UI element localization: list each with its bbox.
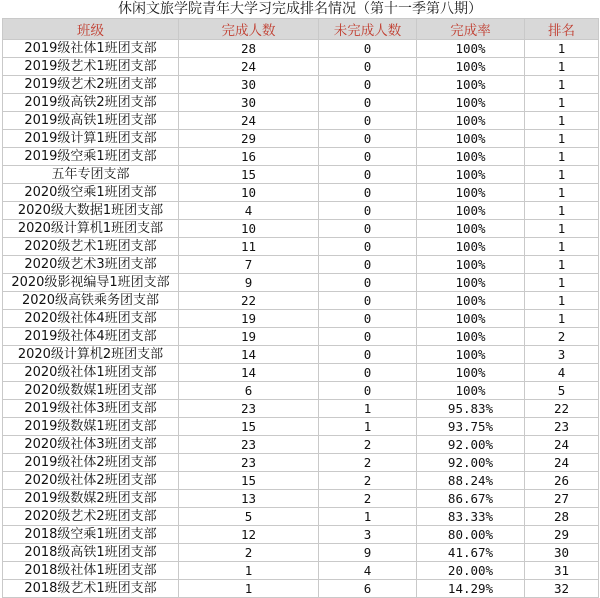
cell-rank[interactable]: 1	[525, 166, 599, 184]
cell-completed[interactable]: 30	[179, 76, 319, 94]
cell-rate[interactable]: 100%	[417, 94, 525, 112]
cell-rate[interactable]: 100%	[417, 76, 525, 94]
cell-rank[interactable]: 1	[525, 184, 599, 202]
header-rate[interactable]: 完成率	[417, 19, 525, 40]
table-row	[3, 148, 599, 166]
cell-completed[interactable]: 22	[179, 292, 319, 310]
table-row	[3, 274, 599, 292]
cell-completed[interactable]: 16	[179, 148, 319, 166]
table-row	[3, 94, 599, 112]
cell-rank[interactable]: 1	[525, 310, 599, 328]
table-row	[3, 382, 599, 400]
cell-not-completed[interactable]: 0	[319, 328, 417, 346]
cell-completed[interactable]: 12	[179, 526, 319, 544]
cell-completed[interactable]: 7	[179, 256, 319, 274]
header-completed[interactable]: 完成人数	[179, 19, 319, 40]
cell-rank[interactable]: 1	[525, 112, 599, 130]
cell-completed[interactable]: 14	[179, 364, 319, 382]
cell-completed[interactable]: 24	[179, 112, 319, 130]
cell-rate[interactable]: 86.67%	[417, 490, 525, 508]
cell-class[interactable]: 2020级影视编导1班团支部	[3, 274, 179, 292]
table-row	[3, 166, 599, 184]
table-row	[3, 400, 599, 418]
cell-class[interactable]: 2019级社体3班团支部	[3, 400, 179, 418]
table-row	[3, 292, 599, 310]
cell-rank[interactable]: 5	[525, 382, 599, 400]
cell-class[interactable]: 2020级高铁乘务团支部	[3, 292, 179, 310]
cell-class[interactable]: 2019级高铁1班团支部	[3, 112, 179, 130]
cell-class[interactable]: 2020级大数据1班团支部	[3, 202, 179, 220]
cell-rate[interactable]: 100%	[417, 238, 525, 256]
cell-completed[interactable]: 1	[179, 562, 319, 580]
cell-rank[interactable]: 1	[525, 202, 599, 220]
cell-not-completed[interactable]: 0	[319, 382, 417, 400]
table-row	[3, 436, 599, 454]
cell-rank[interactable]: 1	[525, 274, 599, 292]
header-not-completed[interactable]: 未完成人数	[319, 19, 417, 40]
cell-rate[interactable]: 100%	[417, 202, 525, 220]
cell-rate[interactable]: 92.00%	[417, 454, 525, 472]
table-row	[3, 562, 599, 580]
cell-not-completed[interactable]: 0	[319, 40, 417, 58]
ranking-table	[2, 18, 599, 598]
cell-rate[interactable]: 100%	[417, 256, 525, 274]
cell-completed[interactable]: 9	[179, 274, 319, 292]
cell-class[interactable]: 2020级计算机2班团支部	[3, 346, 179, 364]
cell-not-completed[interactable]: 0	[319, 76, 417, 94]
cell-completed[interactable]: 24	[179, 58, 319, 76]
table-row	[3, 76, 599, 94]
cell-rate[interactable]: 93.75%	[417, 418, 525, 436]
cell-rate[interactable]: 100%	[417, 310, 525, 328]
cell-not-completed[interactable]: 0	[319, 130, 417, 148]
cell-rate[interactable]: 14.29%	[417, 580, 525, 598]
table-row	[3, 238, 599, 256]
cell-rate[interactable]: 100%	[417, 328, 525, 346]
cell-rank[interactable]: 23	[525, 418, 599, 436]
table-row	[3, 508, 599, 526]
cell-rank[interactable]: 2	[525, 328, 599, 346]
cell-rate[interactable]: 100%	[417, 220, 525, 238]
cell-rate[interactable]: 88.24%	[417, 472, 525, 490]
cell-not-completed[interactable]: 0	[319, 202, 417, 220]
cell-not-completed[interactable]: 0	[319, 148, 417, 166]
cell-rate[interactable]: 41.67%	[417, 544, 525, 562]
cell-completed[interactable]: 13	[179, 490, 319, 508]
cell-rate[interactable]: 100%	[417, 40, 525, 58]
cell-not-completed[interactable]: 1	[319, 508, 417, 526]
cell-not-completed[interactable]: 0	[319, 58, 417, 76]
cell-not-completed[interactable]: 9	[319, 544, 417, 562]
cell-completed[interactable]: 23	[179, 436, 319, 454]
table-row	[3, 454, 599, 472]
cell-class[interactable]: 2018级社体1班团支部	[3, 562, 179, 580]
cell-not-completed[interactable]: 0	[319, 238, 417, 256]
cell-not-completed[interactable]: 1	[319, 400, 417, 418]
cell-rank[interactable]: 1	[525, 256, 599, 274]
cell-rank[interactable]: 1	[525, 130, 599, 148]
cell-rank[interactable]: 4	[525, 364, 599, 382]
cell-rank[interactable]: 31	[525, 562, 599, 580]
cell-rank[interactable]: 28	[525, 508, 599, 526]
cell-rate[interactable]: 83.33%	[417, 508, 525, 526]
cell-rank[interactable]: 30	[525, 544, 599, 562]
cell-rate[interactable]: 95.83%	[417, 400, 525, 418]
cell-completed[interactable]: 23	[179, 454, 319, 472]
cell-class[interactable]: 2020级计算机1班团支部	[3, 220, 179, 238]
cell-rate[interactable]: 100%	[417, 58, 525, 76]
cell-class[interactable]: 2018级空乘1班团支部	[3, 526, 179, 544]
cell-class[interactable]: 2019级数媒1班团支部	[3, 418, 179, 436]
cell-completed[interactable]: 6	[179, 382, 319, 400]
table-row	[3, 220, 599, 238]
cell-rate[interactable]: 80.00%	[417, 526, 525, 544]
cell-not-completed[interactable]: 0	[319, 292, 417, 310]
table-row	[3, 472, 599, 490]
cell-not-completed[interactable]: 2	[319, 436, 417, 454]
table-row	[3, 130, 599, 148]
cell-rate[interactable]: 100%	[417, 130, 525, 148]
cell-class[interactable]: 2020级数媒1班团支部	[3, 382, 179, 400]
cell-class[interactable]: 2018级高铁1班团支部	[3, 544, 179, 562]
table-row	[3, 40, 599, 58]
cell-rank[interactable]: 27	[525, 490, 599, 508]
table-row	[3, 256, 599, 274]
cell-rank[interactable]: 1	[525, 40, 599, 58]
cell-rank[interactable]: 29	[525, 526, 599, 544]
cell-not-completed[interactable]: 0	[319, 220, 417, 238]
cell-class[interactable]: 2019级艺术2班团支部	[3, 76, 179, 94]
cell-completed[interactable]: 30	[179, 94, 319, 112]
cell-not-completed[interactable]: 0	[319, 184, 417, 202]
cell-class[interactable]: 2019级社体4班团支部	[3, 328, 179, 346]
table-row	[3, 346, 599, 364]
cell-class[interactable]: 2020级社体2班团支部	[3, 472, 179, 490]
cell-class[interactable]: 2020级艺术3班团支部	[3, 256, 179, 274]
cell-completed[interactable]: 15	[179, 472, 319, 490]
cell-rate[interactable]: 100%	[417, 274, 525, 292]
cell-class[interactable]: 2020级社体4班团支部	[3, 310, 179, 328]
header-rank[interactable]: 排名	[525, 19, 599, 40]
cell-completed[interactable]: 10	[179, 220, 319, 238]
cell-completed[interactable]: 15	[179, 166, 319, 184]
cell-rate[interactable]: 100%	[417, 382, 525, 400]
cell-not-completed[interactable]: 0	[319, 94, 417, 112]
cell-class[interactable]: 2019级社体1班团支部	[3, 40, 179, 58]
page-title: 休闲文旅学院青年大学习完成排名情况（第十一季第八期）	[118, 1, 482, 17]
cell-rank[interactable]: 1	[525, 94, 599, 112]
cell-completed[interactable]: 5	[179, 508, 319, 526]
table-row	[3, 58, 599, 76]
cell-rate[interactable]: 100%	[417, 184, 525, 202]
cell-not-completed[interactable]: 0	[319, 112, 417, 130]
cell-class[interactable]: 2020级艺术1班团支部	[3, 238, 179, 256]
cell-rank[interactable]: 1	[525, 292, 599, 310]
cell-not-completed[interactable]: 0	[319, 256, 417, 274]
cell-completed[interactable]: 19	[179, 310, 319, 328]
cell-rank[interactable]: 3	[525, 346, 599, 364]
cell-rank[interactable]: 26	[525, 472, 599, 490]
cell-class[interactable]: 2020级社体1班团支部	[3, 364, 179, 382]
cell-rate[interactable]: 20.00%	[417, 562, 525, 580]
cell-rate[interactable]: 100%	[417, 166, 525, 184]
table-row	[3, 490, 599, 508]
table-row	[3, 112, 599, 130]
cell-rank[interactable]: 1	[525, 76, 599, 94]
cell-class[interactable]: 五年专团支部	[3, 166, 179, 184]
cell-rate[interactable]: 100%	[417, 364, 525, 382]
cell-rate[interactable]: 100%	[417, 148, 525, 166]
cell-completed[interactable]: 10	[179, 184, 319, 202]
cell-class[interactable]: 2019级社体2班团支部	[3, 454, 179, 472]
cell-completed[interactable]: 29	[179, 130, 319, 148]
cell-not-completed[interactable]: 6	[319, 580, 417, 598]
cell-not-completed[interactable]: 2	[319, 490, 417, 508]
table-row	[3, 364, 599, 382]
cell-completed[interactable]: 14	[179, 346, 319, 364]
cell-rank[interactable]: 22	[525, 400, 599, 418]
cell-rank[interactable]: 1	[525, 220, 599, 238]
cell-class[interactable]: 2020级艺术2班团支部	[3, 508, 179, 526]
cell-not-completed[interactable]: 2	[319, 454, 417, 472]
cell-completed[interactable]: 4	[179, 202, 319, 220]
table-row	[3, 184, 599, 202]
cell-class[interactable]: 2018级艺术1班团支部	[3, 580, 179, 598]
table-row	[3, 418, 599, 436]
cell-not-completed[interactable]: 0	[319, 310, 417, 328]
cell-not-completed[interactable]: 0	[319, 364, 417, 382]
cell-not-completed[interactable]: 2	[319, 472, 417, 490]
table-row	[3, 310, 599, 328]
cell-completed[interactable]: 11	[179, 238, 319, 256]
table-row	[3, 328, 599, 346]
cell-rate[interactable]: 92.00%	[417, 436, 525, 454]
header-row	[3, 19, 599, 40]
cell-completed[interactable]: 28	[179, 40, 319, 58]
cell-rate[interactable]: 100%	[417, 112, 525, 130]
cell-rank[interactable]: 24	[525, 454, 599, 472]
cell-completed[interactable]: 1	[179, 580, 319, 598]
cell-class[interactable]: 2019级空乘1班团支部	[3, 148, 179, 166]
cell-class[interactable]: 2019级数媒2班团支部	[3, 490, 179, 508]
cell-completed[interactable]: 15	[179, 418, 319, 436]
cell-rate[interactable]: 100%	[417, 346, 525, 364]
cell-completed[interactable]: 19	[179, 328, 319, 346]
cell-completed[interactable]: 2	[179, 544, 319, 562]
header-class[interactable]: 班级	[3, 19, 179, 40]
cell-class[interactable]: 2019级计算1班团支部	[3, 130, 179, 148]
cell-not-completed[interactable]: 0	[319, 346, 417, 364]
cell-not-completed[interactable]: 0	[319, 274, 417, 292]
cell-class[interactable]: 2019级艺术1班团支部	[3, 58, 179, 76]
cell-completed[interactable]: 23	[179, 400, 319, 418]
cell-rank[interactable]: 32	[525, 580, 599, 598]
table-row	[3, 544, 599, 562]
cell-rank[interactable]: 1	[525, 238, 599, 256]
table-row	[3, 526, 599, 544]
cell-class[interactable]: 2019级高铁2班团支部	[3, 94, 179, 112]
cell-class[interactable]: 2020级空乘1班团支部	[3, 184, 179, 202]
cell-not-completed[interactable]: 4	[319, 562, 417, 580]
cell-rate[interactable]: 100%	[417, 292, 525, 310]
table-row	[3, 202, 599, 220]
cell-rank[interactable]: 1	[525, 58, 599, 76]
cell-class[interactable]: 2020级社体3班团支部	[3, 436, 179, 454]
cell-rank[interactable]: 24	[525, 436, 599, 454]
cell-rank[interactable]: 1	[525, 148, 599, 166]
cell-not-completed[interactable]: 3	[319, 526, 417, 544]
cell-not-completed[interactable]: 1	[319, 418, 417, 436]
cell-not-completed[interactable]: 0	[319, 166, 417, 184]
